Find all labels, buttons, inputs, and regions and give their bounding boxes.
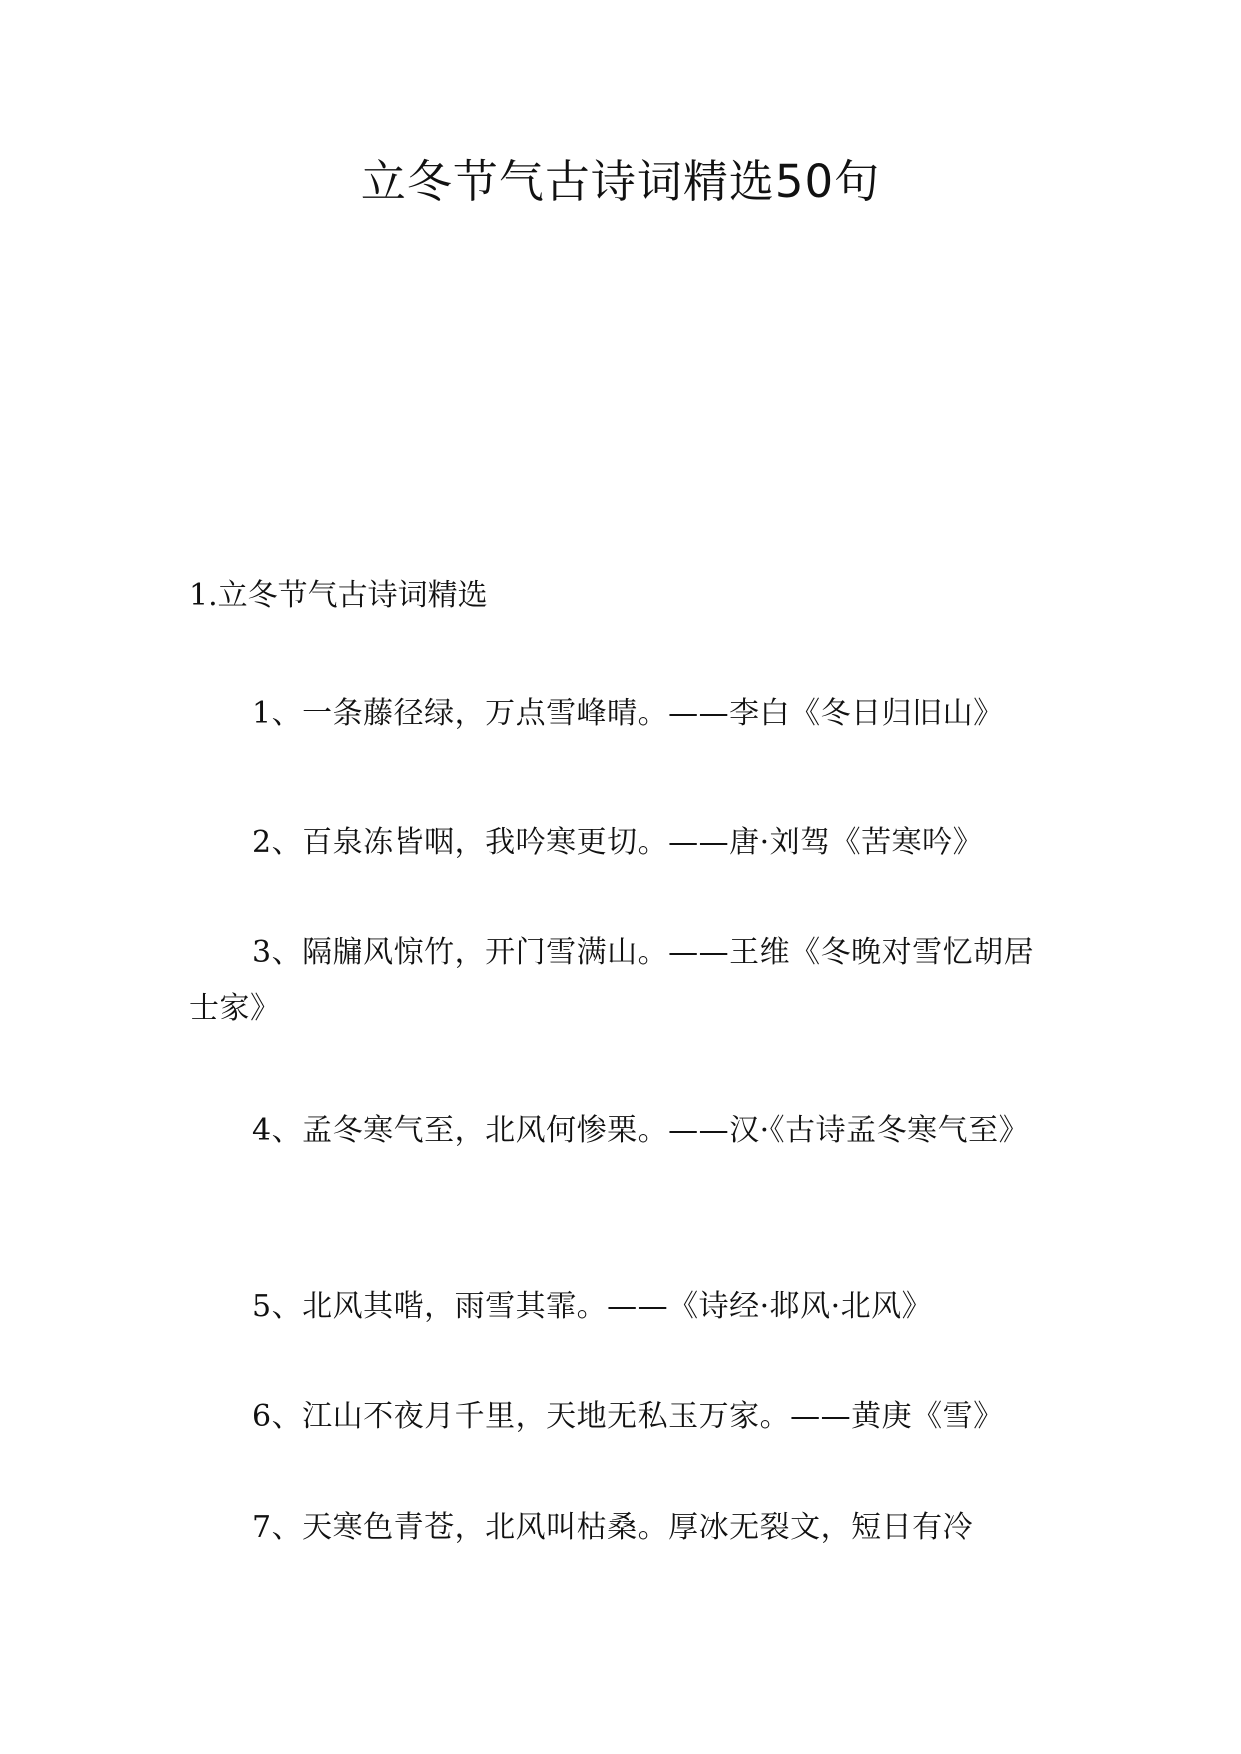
poem-entry-2: 2、百泉冻皆咽，我吟寒更切。——唐·刘驾《苦寒吟》 bbox=[252, 825, 984, 860]
poem-entry-5: 5、北风其喈，雨雪其霏。——《诗经·邶风·北风》 bbox=[252, 1289, 933, 1324]
poem-entry-7: 7、天寒色青苍，北风叫枯桑。厚冰无裂文，短日有冷 bbox=[252, 1510, 974, 1545]
poem-entry-4: 4、孟冬寒气至，北风何惨栗。——汉·《古诗孟冬寒气至》 bbox=[252, 1113, 1030, 1148]
poem-entry-3: 3、隔牖风惊竹，开门雪满山。——王维《冬晚对雪忆胡居士家》 bbox=[189, 935, 1035, 1026]
section-heading: 1.立冬节气古诗词精选 bbox=[189, 578, 488, 613]
document-title: 立冬节气古诗词精选50句 bbox=[360, 155, 881, 208]
poem-entry-1: 1、一条藤径绿，万点雪峰晴。——李白《冬日归旧山》 bbox=[252, 696, 1004, 731]
poem-entry-6: 6、江山不夜月千里，天地无私玉万家。——黄庚《雪》 bbox=[252, 1399, 1004, 1434]
